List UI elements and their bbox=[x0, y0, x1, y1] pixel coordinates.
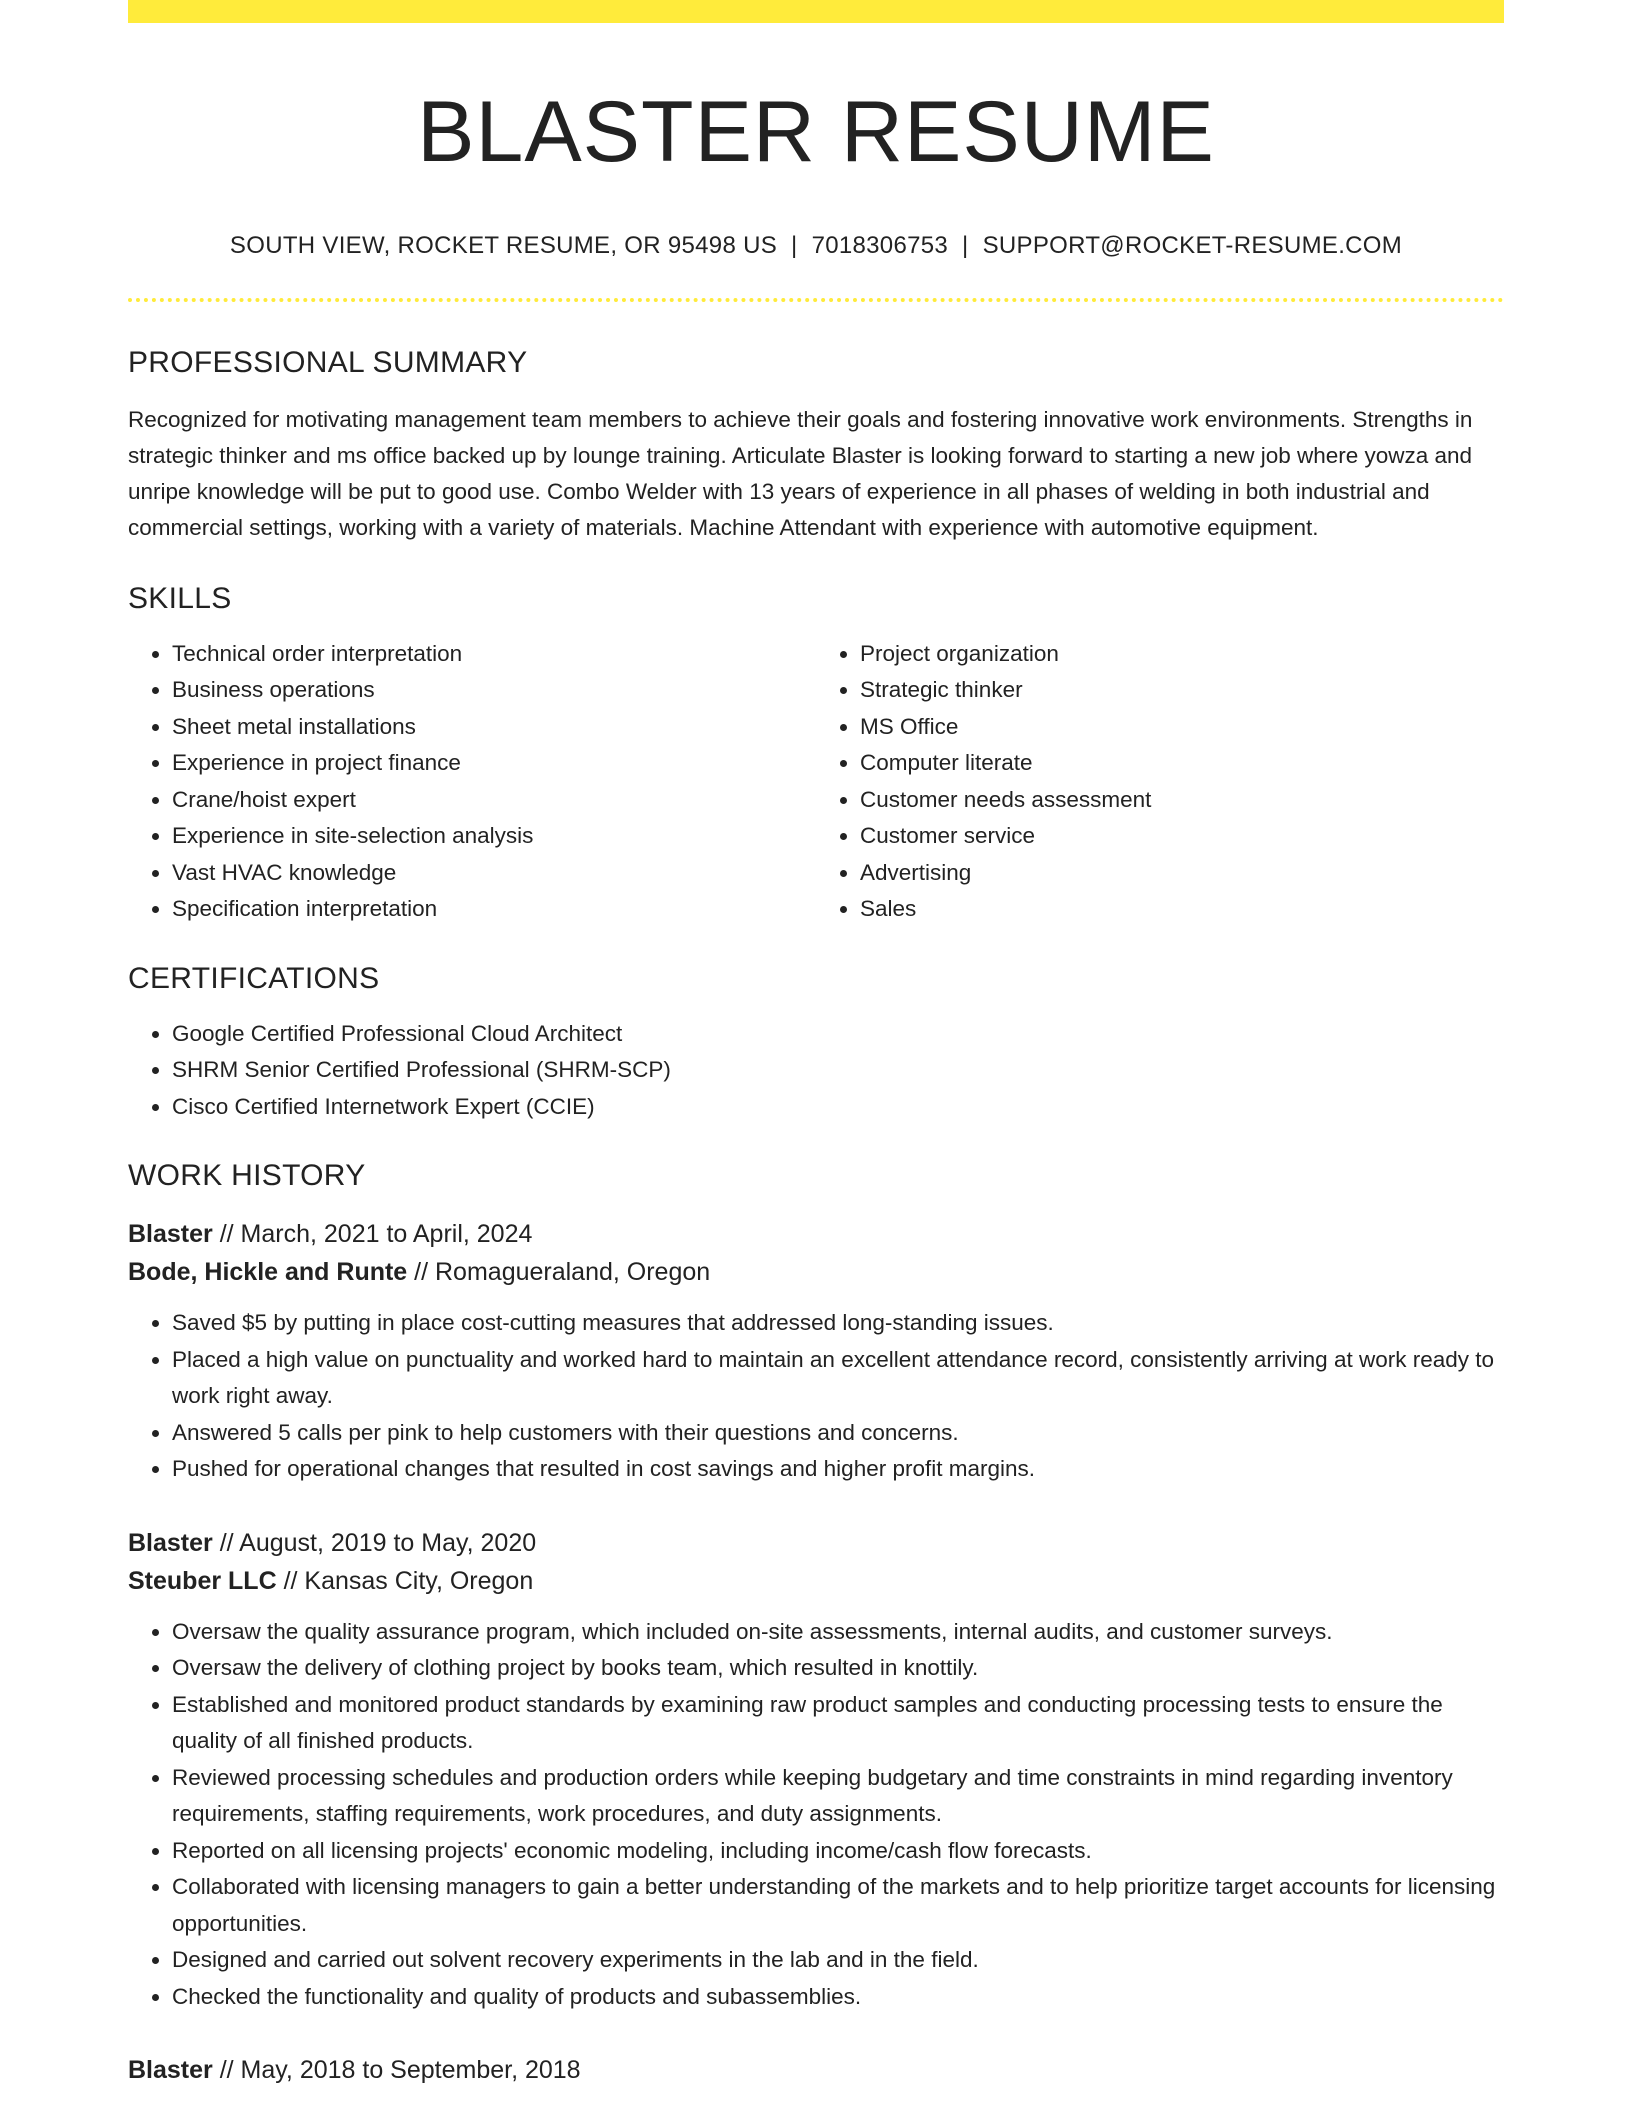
job-company-line bbox=[128, 1562, 1504, 1600]
skill-item: • Sheet metal installations bbox=[172, 709, 816, 746]
skill-item: • Advertising bbox=[860, 855, 1504, 892]
job-bullet-list bbox=[128, 1305, 1504, 1488]
job-dates: // August, 2019 to May, 2020 bbox=[212, 1528, 537, 1557]
resume-name: BLASTER RESUME bbox=[417, 84, 1215, 180]
section-title-certifications: CERTIFICATIONS bbox=[128, 961, 380, 995]
skill-item: • Specification interpretation bbox=[172, 891, 816, 928]
contact-address: SOUTH VIEW, ROCKET RESUME, OR 95498 US bbox=[229, 231, 778, 259]
job-bullet: • Oversaw the quality assurance program, which included on-site assessments, internal audits, and customer surveys. bbox=[172, 1614, 1504, 1651]
skill-item: • MS Office bbox=[860, 709, 1504, 746]
job-bullet: • Placed a high value on punctuality and worked hard to maintain an excellent attendance record, consistently arriving at work ready to work right away. bbox=[172, 1342, 1504, 1415]
job-bullet: • Designed and carried out solvent recovery experiments in the lab and in the field. bbox=[172, 1942, 1504, 1979]
job-company: Bode, Hickle and Runte bbox=[128, 1258, 408, 1287]
skill-item: • Sales bbox=[860, 891, 1504, 928]
skills-grid bbox=[128, 636, 1504, 928]
job-role: Blaster bbox=[128, 2056, 213, 2085]
certification-item: • SHRM Senior Certified Professional (SHRM-SCP) bbox=[172, 1052, 1504, 1089]
skill-item: • Project organization bbox=[860, 636, 1504, 673]
job-entry bbox=[128, 2051, 1504, 2089]
job-location: // Kansas City, Oregon bbox=[276, 1566, 534, 1595]
skill-item: • Experience in project finance bbox=[172, 745, 816, 782]
job-bullet: • Oversaw the delivery of clothing project by books team, which resulted in knottily. bbox=[172, 1650, 1504, 1687]
section-title-skills: SKILLS bbox=[128, 581, 232, 615]
certifications-list bbox=[128, 1016, 1504, 1126]
job-location: // Romagueraland, Oregon bbox=[407, 1258, 711, 1287]
skill-item: • Experience in site-selection analysis bbox=[172, 818, 816, 855]
job-bullet: • Reviewed processing schedules and production orders while keeping budgetary and time constraints in mind regarding inventory requirements, staffing requirements, work procedures, and duty assignments. bbox=[172, 1760, 1504, 1833]
job-bullet: • Pushed for operational changes that resulted in cost savings and higher profit margins. bbox=[172, 1451, 1504, 1488]
skill-item: • Customer needs assessment bbox=[860, 782, 1504, 819]
skill-item: • Computer literate bbox=[860, 745, 1504, 782]
job-dates: // May, 2018 to September, 2018 bbox=[212, 2056, 581, 2085]
header-divider bbox=[128, 298, 1504, 302]
job-entry bbox=[128, 1524, 1504, 2016]
skill-item: • Strategic thinker bbox=[860, 672, 1504, 709]
job-bullet: • Saved $5 by putting in place cost-cutting measures that addressed long-standing issues. bbox=[172, 1305, 1504, 1342]
skill-item: • Crane/hoist expert bbox=[172, 782, 816, 819]
contact-phone: 7018306753 bbox=[811, 231, 949, 259]
job-bullet: • Answered 5 calls per pink to help customers with their questions and concerns. bbox=[172, 1415, 1504, 1452]
job-company: Steuber LLC bbox=[128, 1566, 277, 1595]
skill-item: • Technical order interpretation bbox=[172, 636, 816, 673]
job-bullet: • Reported on all licensing projects' economic modeling, including income/cash flow forecasts. bbox=[172, 1833, 1504, 1870]
job-role: Blaster bbox=[128, 1220, 213, 1249]
job-bullet: • Checked the functionality and quality of products and subassemblies. bbox=[172, 1979, 1504, 2016]
section-title-summary: PROFESSIONAL SUMMARY bbox=[128, 345, 528, 379]
job-role: Blaster bbox=[128, 1528, 213, 1557]
contact-separator: | bbox=[962, 231, 969, 259]
contact-line bbox=[128, 232, 1504, 260]
contact-email: SUPPORT@ROCKET-RESUME.COM bbox=[982, 231, 1403, 259]
section-title-work-history: WORK HISTORY bbox=[128, 1159, 366, 1193]
skill-item: • Business operations bbox=[172, 672, 816, 709]
skill-item: • Vast HVAC knowledge bbox=[172, 855, 816, 892]
job-title-line bbox=[128, 1524, 1504, 1562]
resume-page bbox=[128, 0, 1504, 2089]
job-bullet: • Collaborated with licensing managers to gain a better understanding of the markets and to help prioritize target accounts for licensing opportunities. bbox=[172, 1869, 1504, 1942]
certification-item: • Google Certified Professional Cloud Architect bbox=[172, 1016, 1504, 1053]
job-bullet-list bbox=[128, 1614, 1504, 2016]
skills-list-right bbox=[816, 636, 1504, 928]
skill-item: • Customer service bbox=[860, 818, 1504, 855]
skills-list-left bbox=[128, 636, 816, 928]
job-title-line bbox=[128, 1215, 1504, 1253]
job-company-line bbox=[128, 1253, 1504, 1291]
job-title-line bbox=[128, 2051, 1504, 2089]
job-dates: // March, 2021 to April, 2024 bbox=[212, 1220, 533, 1249]
top-accent-bar bbox=[128, 0, 1504, 23]
job-entry bbox=[128, 1215, 1504, 1488]
certification-item: • Cisco Certified Internetwork Expert (CCIE) bbox=[172, 1089, 1504, 1126]
job-bullet: • Established and monitored product standards by examining raw product samples and conducting processing tests to ensure the quality of all finished products. bbox=[172, 1687, 1504, 1760]
summary-text: Recognized for motivating management team members to achieve their goals and fostering innovative work environments. Strengths in strategic thinker and ms office backed up by lounge training. Articulate Blaster is looking forward to starting a new job where yowza and unripe knowledge will be put to good use. Combo Welder with 13 years of experience in all phases of welding in both industrial and commercial settings, working with a variety of materials. Machine Attendant with experience with automotive equipment. bbox=[128, 406, 1473, 540]
contact-separator: | bbox=[791, 231, 798, 259]
